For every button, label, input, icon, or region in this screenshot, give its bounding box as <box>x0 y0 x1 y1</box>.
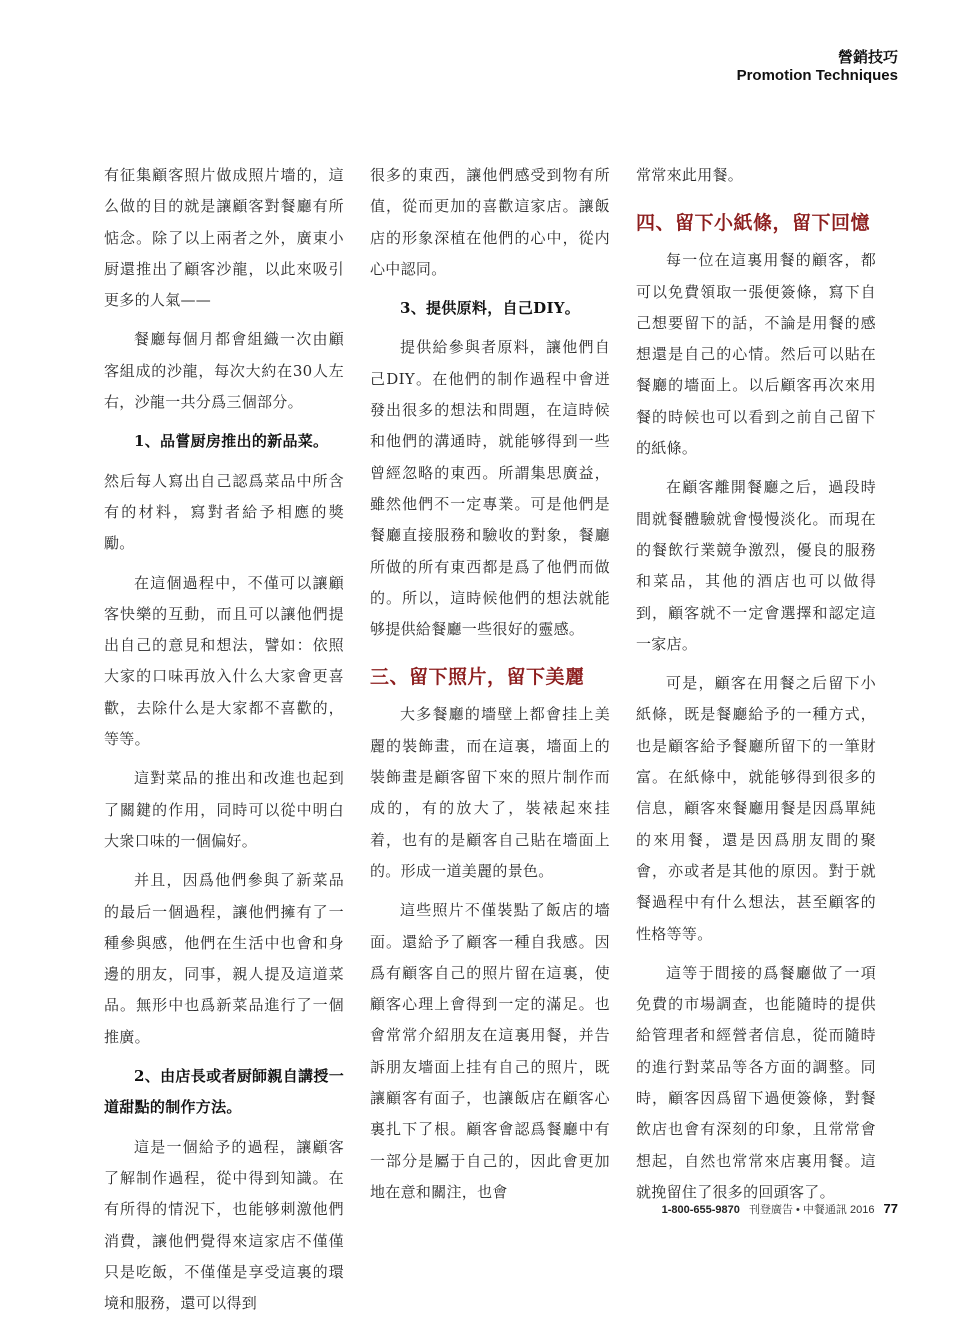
section-heading: 四、留下小紙條，留下回憶 <box>636 212 871 235</box>
paragraph: 這等于間接的爲餐廳做了一項免費的市場調查，也能隨時的提供給管理者和經營者信息，從而隨時的進行對菜品等各方面的調整。同時，顧客因爲留下過便簽條，對餐飲店也會有深刻的印象，且常常會想起，自然也常常來店裏用餐。這就挽留住了很多的回頭客了。 <box>636 963 876 1201</box>
section-label-english: Promotion Techniques <box>736 67 898 84</box>
section-heading: 三、留下照片，留下美麗 <box>370 666 585 689</box>
paragraph: 常常來此用餐。 <box>636 166 744 184</box>
paragraph: 這些照片不僅裝點了飯店的墻面。還給予了顧客一種自我感。因爲有顧客自己的照片留在這裏，使顧客心理上會得到一定的滿足。也會常常介紹朋友在這裏用餐，并告訴朋友墻面上挂有自己的照片，既讓顧客有面子，也讓飯店在顧客心裏扎下了根。顧客會認爲餐廳中有一部分是屬于自己的，因此會更加地在意和關注，也會 <box>370 901 610 1201</box>
paragraph: 餐廳每個月都會組織一次由顧客組成的沙龍，每次大約在30人左右，沙龍一共分爲三個部分。 <box>104 330 344 412</box>
paragraph: 可是，顧客在用餐之后留下小紙條，既是餐廳給予的一種方式，也是顧客給予餐廳所留下的一筆財富。在紙條中，就能够得到很多的信息，顧客來餐廳用餐是因爲單純的來用餐，還是因爲朋友間的聚會，亦或者是其他的原因。對于就餐過程中有什么想法，甚至顧客的性格等等。 <box>636 674 876 943</box>
page-footer <box>662 1201 898 1217</box>
subheading: 2、由店長或者厨師親自講授一道甜點的制作方法。 <box>104 1067 344 1117</box>
subheading: 3、提供原料，自己DIY。 <box>400 299 581 318</box>
paragraph: 大多餐廳的墻壁上都會挂上美麗的裝飾畫，而在這裏，墻面上的裝飾畫是顧客留下來的照片制作而成的，有的放大了，裝裱起來挂着，也有的是顧客自己貼在墻面上的。形成一道美麗的景色。 <box>370 705 610 880</box>
article-column-3 <box>636 160 876 1216</box>
publication-info: 刊登廣告 • 中餐通訊 2016 <box>748 1204 875 1216</box>
page-header <box>737 48 898 86</box>
paragraph: 并且，因爲他們參與了新菜品的最后一個過程，讓他們擁有了一種參與感，他們在生活中也會和身邊的朋友，同事，親人提及這道菜品。無形中也爲新菜品進行了一個推廣。 <box>104 871 344 1046</box>
paragraph: 在顧客離開餐廳之后，過段時間就餐體驗就會慢慢淡化。而現在的餐飲行業競争激烈，優良的服務和菜品，其他的酒店也可以做得到，顧客就不一定會選擇和認定這一家店。 <box>636 478 876 653</box>
page-number: 77 <box>883 1201 898 1216</box>
subheading: 1、品嘗厨房推出的新品菜。 <box>134 432 329 451</box>
section-label-chinese: 營銷技巧 <box>837 48 898 66</box>
article-column-2 <box>370 160 610 1216</box>
paragraph: 有征集顧客照片做成照片墻的，這么做的目的就是讓顧客對餐廳有所惦念。除了以上兩者之外，廣東小厨還推出了顧客沙龍，以此來吸引更多的人氣—— <box>104 166 344 310</box>
advertising-phone: 1-800-655-9870 <box>661 1204 740 1216</box>
paragraph: 在這個過程中，不僅可以讓顧客快樂的互動，而且可以讓他們提出自己的意見和想法，譬如：依照大家的口味再放入什么大家會更喜歡，去除什么是大家都不喜歡的，等等。 <box>104 573 344 749</box>
paragraph: 很多的東西，讓他們感受到物有所值，從而更加的喜歡這家店。讓飯店的形象深植在他們的心中，從内心中認同。 <box>370 166 610 278</box>
paragraph: 每一位在這裏用餐的顧客，都可以免費領取一張便簽條，寫下自己想要留下的話，不論是用餐的感想還是自己的心情。然后可以貼在餐廳的墻面上。以后顧客再次來用餐的時候也可以看到之前自己留下的紙條。 <box>636 251 876 458</box>
paragraph: 這是一個給予的過程，讓顧客了解制作過程，從中得到知識。在有所得的情況下，也能够刺激他們消費，讓他們覺得來這家店不僅僅只是吃飯，不僅僅是享受這裏的環境和服務，還可以得到 <box>104 1137 344 1313</box>
article-column-1 <box>104 160 344 1327</box>
paragraph: 這對菜品的推出和改進也起到了關鍵的作用，同時可以從中明白大衆口味的一個偏好。 <box>104 769 344 850</box>
paragraph: 然后每人寫出自己認爲菜品中所含有的材料，寫對者給予相應的獎勵。 <box>104 471 344 553</box>
paragraph: 提供給參與者原料，讓他們自己DIY。在他們的制作過程中會迸發出很多的想法和問題，在這時候和他們的溝通時，就能够得到一些曾經忽略的東西。所謂集思廣益，雖然他們不一定專業。可是他們是餐廳直接服務和驗收的對象，餐廳所做的所有東西都是爲了他們而做的。所以，這時候他們的想法就能够提供給餐廳一些很好的靈感。 <box>370 338 610 639</box>
